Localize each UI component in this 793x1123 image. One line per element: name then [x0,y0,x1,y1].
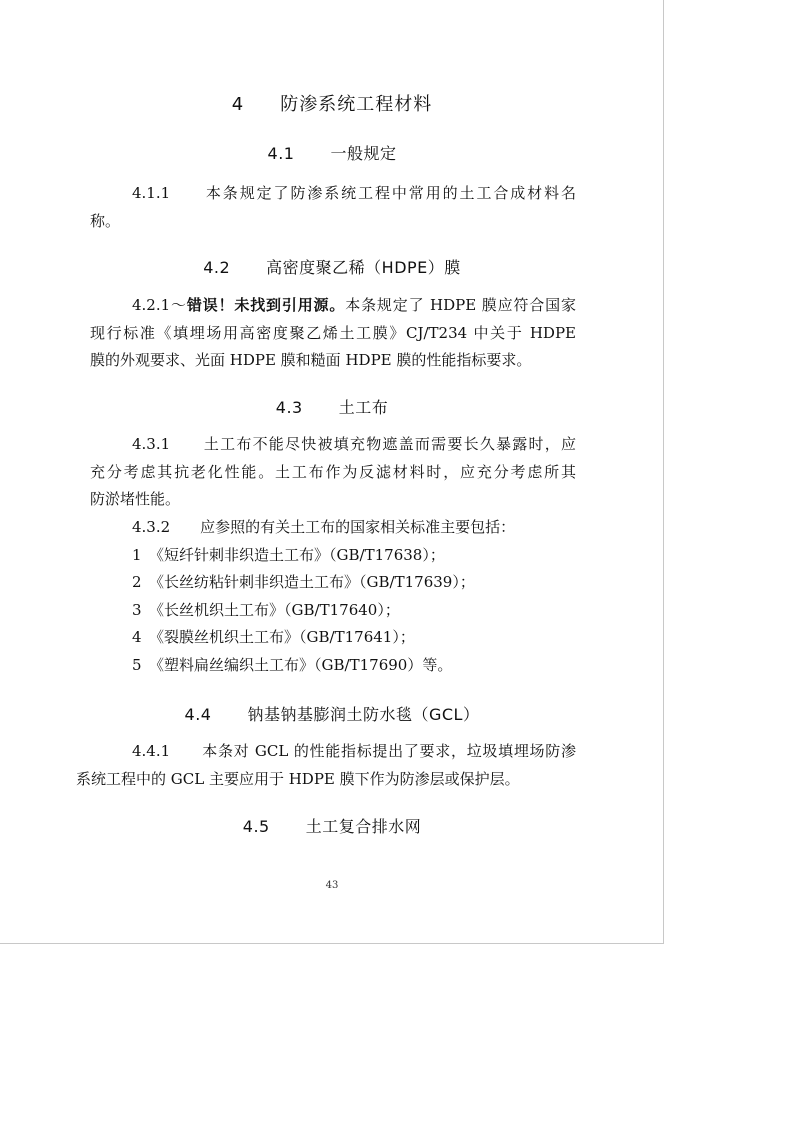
section-heading-4-1 [0,141,664,164]
section-heading-4-4 [0,702,664,725]
chapter-heading [0,90,664,116]
list-item: 2 《长丝纺粘针刺非织造土工布》（GB/T17639）； [132,573,475,591]
section-title: 土工复合排水网 [305,817,422,836]
section-heading-4-2 [0,255,664,278]
paragraph-4-1-1 [90,180,576,235]
section-number: 4.2 [203,258,231,277]
section-number: 4.3 [275,398,303,417]
paragraph-line: 系统工程中的 GCL 主要应用于 HDPE 膜下作为防渗层或保护层。 [76,769,520,788]
section-title: 土工布 [338,398,389,417]
paragraph-line: 4.1.1 本条规定了防渗系统工程中常用的土工合成材料名 [132,184,576,202]
paragraph-line: 4.4.1 本条对 GCL 的性能指标提出了要求，垃圾填埋场防渗 [132,742,576,760]
paragraph-line: 现行标准《填埋场用高密度聚乙烯土工膜》CJ/T234 中关于 HDPE [90,323,576,342]
list-item: 1 《短纤针刺非织造土工布》（GB/T17638）； [132,545,445,564]
section-number: 4.5 [242,817,270,836]
section-number: 4.1 [267,144,295,163]
paragraph-line: 称。 [90,211,121,230]
section-title: 钠基钠基膨润土防水毯（GCL） [247,705,480,724]
list-item: 4 《裂膜丝机织土工布》（GB/T17641）； [132,628,415,646]
paragraph-4-2-1 [90,292,576,375]
section-title: 一般规定 [330,144,397,163]
list-item: 3 《长丝机织土工布》（GB/T17640）； [132,600,400,619]
paragraph-4-3-2 [90,514,576,679]
clause-number: 4.2.1～ [132,296,187,314]
page-number: 43 [325,880,339,891]
section-heading-4-3 [0,395,664,418]
paragraph-line: 防淤堵性能。 [90,490,181,508]
paragraph-4-3-1 [90,431,576,514]
chapter-number: 4 [231,94,245,115]
chapter-title: 防渗系统工程材料 [280,94,433,115]
section-title: 高密度聚乙稀（HDPE）膜 [266,258,461,277]
paragraph-line: 4.3.2 应参照的有关土工布的国家相关标准主要包括： [132,518,516,536]
reference-error-text: 错误！未找到引用源。 [186,296,346,314]
section-number: 4.4 [184,705,212,724]
paragraph-line: 充分考虑其抗老化性能。土工布作为反滤材料时，应充分考虑所其 [90,462,576,481]
paragraph-text: 本条规定了 HDPE 膜应符合国家 [345,296,576,314]
paragraph-4-4-1 [76,738,576,793]
paragraph-line [90,292,576,320]
section-heading-4-5 [0,814,664,837]
paragraph-line: 膜的外观要求、光面 HDPE 膜和糙面 HDPE 膜的性能指标要求。 [90,351,532,369]
paragraph-line: 4.3.1 土工布不能尽快被填充物遮盖而需要长久暴露时，应 [132,435,576,453]
list-item: 5 《塑料扁丝编织土工布》（GB/T17690）等。 [132,655,453,674]
